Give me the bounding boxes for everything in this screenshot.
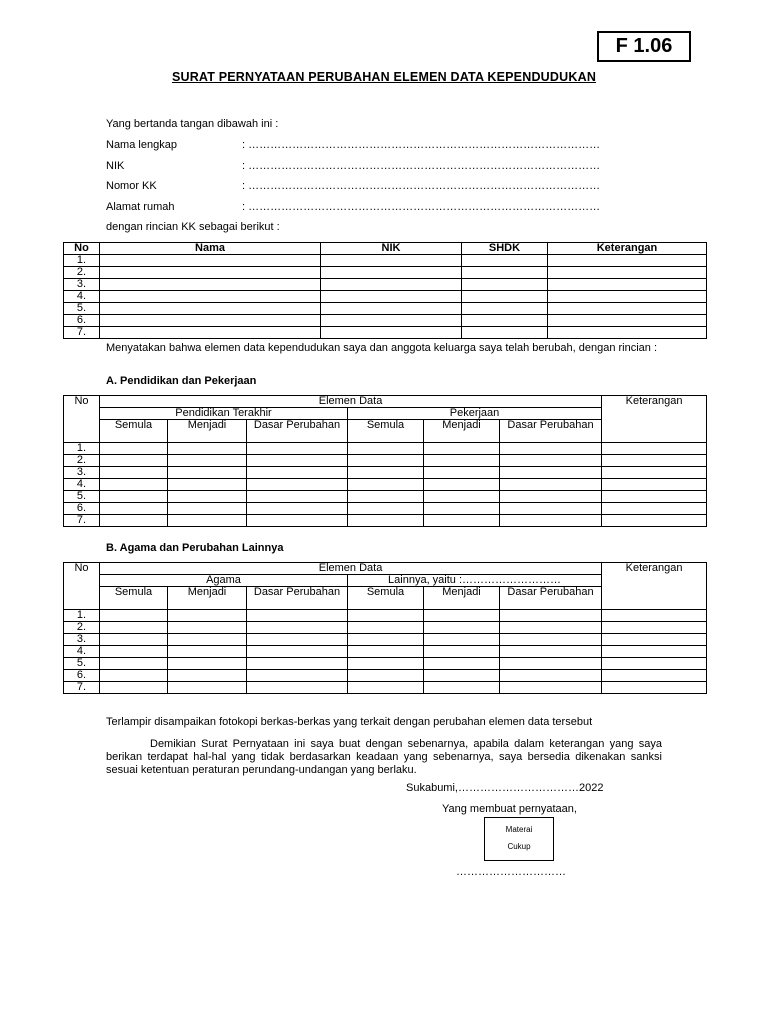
section-a-sub-menjadi-2: Menjadi: [424, 420, 500, 443]
section-b-table-cell: [247, 622, 348, 634]
kk-table: [63, 242, 707, 339]
section-b-table-cell: [100, 634, 168, 646]
section-a-group-pendidikan: Pendidikan Terakhir: [100, 408, 348, 420]
section-b-table-row-number: 7.: [64, 682, 100, 694]
section-b-sub-menjadi-2: Menjadi: [424, 587, 500, 610]
kk-header-shdk: SHDK: [462, 243, 548, 255]
kk-table-cell: [100, 267, 321, 279]
section-b-sub-dasar-2: Dasar Perubahan: [500, 587, 602, 610]
field-label-alamat: Alamat rumah: [106, 201, 175, 213]
section-b-table-cell: [424, 634, 500, 646]
section-a-table-cell: [500, 443, 602, 455]
section-b-table: [63, 562, 707, 694]
section-a-table-cell: [500, 503, 602, 515]
section-b-table-cell: [247, 634, 348, 646]
section-b-sub-semula-2: Semula: [348, 587, 424, 610]
section-a-table-row: [64, 503, 707, 515]
section-b-table-cell: [168, 622, 247, 634]
section-a-table-cell: [602, 443, 707, 455]
kk-table-cell: [548, 279, 707, 291]
section-b-table-cell: [348, 682, 424, 694]
section-a-table-cell: [602, 515, 707, 527]
kk-header-nik: NIK: [321, 243, 462, 255]
section-a-table-cell: [424, 479, 500, 491]
section-b-table-cell: [348, 658, 424, 670]
section-a-table-cell: [247, 503, 348, 515]
kk-table-row-number: 5.: [64, 303, 100, 315]
kk-table-cell: [548, 267, 707, 279]
section-a-table: [63, 395, 707, 527]
statement-text: Menyatakan bahwa elemen data kependudukan saya dan anggota keluarga saya telah berubah, dengan rincian :: [106, 342, 658, 354]
section-b-table-cell: [247, 658, 348, 670]
section-a-table-cell: [100, 515, 168, 527]
kk-table-cell: [100, 255, 321, 267]
kk-table-row-number: 4.: [64, 291, 100, 303]
kk-table-row: [64, 303, 707, 315]
section-a-table-row-number: 5.: [64, 491, 100, 503]
kk-table-cell: [100, 279, 321, 291]
kk-table-cell: [321, 303, 462, 315]
section-b-table-cell: [100, 610, 168, 622]
kk-table-cell: [548, 327, 707, 339]
section-a-table-cell: [602, 467, 707, 479]
section-b-table-cell: [247, 646, 348, 658]
kk-table-row-number: 7.: [64, 327, 100, 339]
section-b-table-cell: [247, 670, 348, 682]
section-b-table-cell: [348, 610, 424, 622]
section-a-table-cell: [424, 515, 500, 527]
section-b-table-cell: [500, 634, 602, 646]
field-value-alamat: : ……………………………………………………………………………………: [242, 201, 601, 213]
kk-table-cell: [321, 255, 462, 267]
kk-table-cell: [462, 315, 548, 327]
section-b-table-cell: [500, 622, 602, 634]
section-b-table-cell: [500, 670, 602, 682]
section-a-table-cell: [100, 467, 168, 479]
section-a-table-cell: [424, 455, 500, 467]
section-a-table-cell: [602, 491, 707, 503]
section-b-table-row-number: 3.: [64, 634, 100, 646]
section-b-table-cell: [348, 646, 424, 658]
section-a-table-row-number: 6.: [64, 503, 100, 515]
kk-table-cell: [462, 303, 548, 315]
kk-table-row-number: 3.: [64, 279, 100, 291]
section-a-table-cell: [424, 467, 500, 479]
section-a-header-no: No: [64, 396, 100, 443]
section-a-table-cell: [602, 479, 707, 491]
section-a-table-cell: [500, 479, 602, 491]
kk-table-row: [64, 315, 707, 327]
kk-table-row: [64, 279, 707, 291]
kk-table-cell: [321, 327, 462, 339]
section-b-table-cell: [424, 670, 500, 682]
section-a-table-cell: [348, 443, 424, 455]
section-a-table-cell: [247, 491, 348, 503]
field-label-kk: Nomor KK: [106, 180, 157, 192]
section-a-table-cell: [500, 467, 602, 479]
section-b-table-cell: [168, 646, 247, 658]
section-a-table-cell: [247, 515, 348, 527]
section-b-table-cell: [602, 634, 707, 646]
kk-table-cell: [548, 303, 707, 315]
section-a-sub-semula: Semula: [100, 420, 168, 443]
kk-header-no: No: [64, 243, 100, 255]
section-b-table-cell: [348, 670, 424, 682]
section-b-table-cell: [424, 610, 500, 622]
section-a-table-cell: [247, 467, 348, 479]
kk-table-cell: [462, 327, 548, 339]
section-a-sub-dasar: Dasar Perubahan: [247, 420, 348, 443]
section-a-table-cell: [348, 491, 424, 503]
section-b-table-row: [64, 646, 707, 658]
field-value-nik: : ……………………………………………………………………………………: [242, 160, 601, 172]
section-a-table-cell: [500, 515, 602, 527]
section-a-table-row: [64, 515, 707, 527]
section-b-table-cell: [602, 670, 707, 682]
section-a-table-cell: [348, 455, 424, 467]
field-value-kk: : ……………………………………………………………………………………: [242, 180, 601, 192]
section-b-table-cell: [500, 658, 602, 670]
section-a-header-elemen: Elemen Data: [100, 396, 602, 408]
section-b-table-cell: [424, 658, 500, 670]
section-b-table-cell: [247, 682, 348, 694]
kk-table-row: [64, 255, 707, 267]
section-b-table-cell: [168, 634, 247, 646]
section-b-group-agama: Agama: [100, 575, 348, 587]
section-b-table-cell: [100, 682, 168, 694]
kk-table-row: [64, 291, 707, 303]
attachment-text: Terlampir disampaikan fotokopi berkas-berkas yang terkait dengan perubahan elemen data tersebut: [106, 716, 593, 728]
kk-table-cell: [321, 315, 462, 327]
section-b-table-cell: [100, 670, 168, 682]
kk-table-cell: [462, 267, 548, 279]
field-label-nik: NIK: [106, 160, 125, 172]
kk-header-keterangan: Keterangan: [548, 243, 707, 255]
place-date: Sukabumi,……………………………2022: [406, 782, 604, 794]
section-b-table-row: [64, 658, 707, 670]
materai-cukup-label: Cukup: [507, 842, 531, 851]
section-a-table-cell: [168, 491, 247, 503]
section-a-table-cell: [100, 491, 168, 503]
kk-table-cell: [100, 303, 321, 315]
kk-header-nama: Nama: [100, 243, 321, 255]
section-a-table-cell: [500, 491, 602, 503]
section-a-table-cell: [348, 479, 424, 491]
section-b-table-cell: [602, 682, 707, 694]
form-code: F 1.06: [597, 31, 691, 62]
kk-table-cell: [462, 291, 548, 303]
kk-table-cell: [548, 291, 707, 303]
section-a-group-pekerjaan: Pekerjaan: [348, 408, 602, 420]
kk-table-cell: [100, 327, 321, 339]
section-a-table-cell: [348, 503, 424, 515]
kk-table-cell: [548, 315, 707, 327]
section-b-table-cell: [247, 610, 348, 622]
section-b-table-cell: [100, 646, 168, 658]
section-a-table-cell: [100, 455, 168, 467]
kk-table-cell: [548, 255, 707, 267]
field-value-nama: : ……………………………………………………………………………………: [242, 139, 601, 151]
section-b-table-row: [64, 682, 707, 694]
signature-line: …………………………: [456, 866, 566, 878]
kk-table-row-number: 1.: [64, 255, 100, 267]
kk-intro: dengan rincian KK sebagai berikut :: [106, 221, 280, 233]
materai-label: Materai: [505, 825, 533, 834]
kk-table-row: [64, 327, 707, 339]
section-a-table-cell: [424, 503, 500, 515]
section-a-table-cell: [602, 503, 707, 515]
section-b-title: B. Agama dan Perubahan Lainnya: [106, 542, 284, 554]
section-a-table-cell: [168, 503, 247, 515]
section-b-table-cell: [500, 682, 602, 694]
kk-table-cell: [100, 291, 321, 303]
section-b-table-cell: [168, 658, 247, 670]
section-b-table-cell: [602, 622, 707, 634]
section-b-header-elemen: Elemen Data: [100, 563, 602, 575]
section-b-table-row-number: 4.: [64, 646, 100, 658]
section-b-table-cell: [168, 670, 247, 682]
section-b-header-no: No: [64, 563, 100, 610]
intro-text: Yang bertanda tangan dibawah ini :: [106, 118, 279, 130]
section-b-table-cell: [424, 646, 500, 658]
section-b-table-cell: [500, 646, 602, 658]
section-b-table-cell: [100, 658, 168, 670]
section-a-table-cell: [602, 455, 707, 467]
section-b-table-cell: [348, 622, 424, 634]
section-a-table-row-number: 2.: [64, 455, 100, 467]
section-a-table-cell: [247, 479, 348, 491]
section-a-table-cell: [168, 443, 247, 455]
section-b-table-row: [64, 622, 707, 634]
section-b-table-cell: [424, 622, 500, 634]
section-a-table-row-number: 7.: [64, 515, 100, 527]
section-a-table-cell: [348, 515, 424, 527]
kk-table-cell: [462, 279, 548, 291]
materai-box: [484, 817, 554, 861]
kk-table-header-row: [64, 243, 707, 255]
section-a-sub-menjadi: Menjadi: [168, 420, 247, 443]
section-b-table-row-number: 1.: [64, 610, 100, 622]
section-a-table-cell: [500, 455, 602, 467]
section-a-table-cell: [100, 503, 168, 515]
closing-text: Demikian Surat Pernyataan ini saya buat dengan sebenarnya, apabila dalam keterangan yang saya berikan terdapat hal-hal yang tidak berdasarkan keadaan yang sebenarnya, saya bersedia dikenakan sanksi sesuai ketentuan peraturan perundang-undangan yang berlaku.: [106, 738, 662, 776]
section-a-table-cell: [424, 491, 500, 503]
section-a-sub-dasar-2: Dasar Perubahan: [500, 420, 602, 443]
kk-table-cell: [100, 315, 321, 327]
section-b-table-cell: [424, 682, 500, 694]
section-a-table-cell: [100, 443, 168, 455]
section-b-header-keterangan: Keterangan: [602, 563, 707, 610]
section-a-table-cell: [247, 443, 348, 455]
kk-table-cell: [321, 267, 462, 279]
section-a-table-cell: [168, 479, 247, 491]
section-b-sub-dasar: Dasar Perubahan: [247, 587, 348, 610]
section-b-group-lainnya: Lainnya, yaitu :………………………: [348, 575, 602, 587]
section-a-table-cell: [168, 467, 247, 479]
section-b-table-cell: [168, 682, 247, 694]
section-a-table-cell: [100, 479, 168, 491]
kk-table-cell: [462, 255, 548, 267]
section-a-table-row: [64, 443, 707, 455]
section-b-table-row: [64, 634, 707, 646]
section-b-sub-menjadi: Menjadi: [168, 587, 247, 610]
kk-table-cell: [321, 279, 462, 291]
section-a-table-row: [64, 479, 707, 491]
section-a-table-row: [64, 491, 707, 503]
section-a-table-cell: [247, 455, 348, 467]
section-a-table-row-number: 1.: [64, 443, 100, 455]
section-a-table-row-number: 4.: [64, 479, 100, 491]
section-b-table-row: [64, 670, 707, 682]
section-a-table-cell: [168, 455, 247, 467]
section-a-title: A. Pendidikan dan Pekerjaan: [106, 375, 257, 387]
section-b-table-cell: [100, 622, 168, 634]
section-b-table-cell: [500, 610, 602, 622]
document-title: SURAT PERNYATAAN PERUBAHAN ELEMEN DATA KEPENDUDUKAN: [171, 70, 597, 84]
kk-table-row: [64, 267, 707, 279]
section-a-sub-semula-2: Semula: [348, 420, 424, 443]
section-a-table-row-number: 3.: [64, 467, 100, 479]
section-a-table-row: [64, 467, 707, 479]
section-b-table-cell: [602, 646, 707, 658]
section-a-table-cell: [348, 467, 424, 479]
field-label-nama: Nama lengkap: [106, 139, 177, 151]
section-b-table-row-number: 6.: [64, 670, 100, 682]
signer-label: Yang membuat pernyataan,: [442, 803, 577, 815]
section-b-table-row: [64, 610, 707, 622]
section-b-table-cell: [602, 610, 707, 622]
section-b-table-row-number: 5.: [64, 658, 100, 670]
section-a-table-cell: [424, 443, 500, 455]
section-b-table-row-number: 2.: [64, 622, 100, 634]
kk-table-cell: [321, 291, 462, 303]
section-b-table-cell: [348, 634, 424, 646]
section-a-header-keterangan: Keterangan: [602, 396, 707, 443]
section-b-table-cell: [602, 658, 707, 670]
section-b-sub-semula: Semula: [100, 587, 168, 610]
kk-table-row-number: 2.: [64, 267, 100, 279]
kk-table-row-number: 6.: [64, 315, 100, 327]
section-a-table-row: [64, 455, 707, 467]
section-a-table-cell: [168, 515, 247, 527]
section-b-table-cell: [168, 610, 247, 622]
